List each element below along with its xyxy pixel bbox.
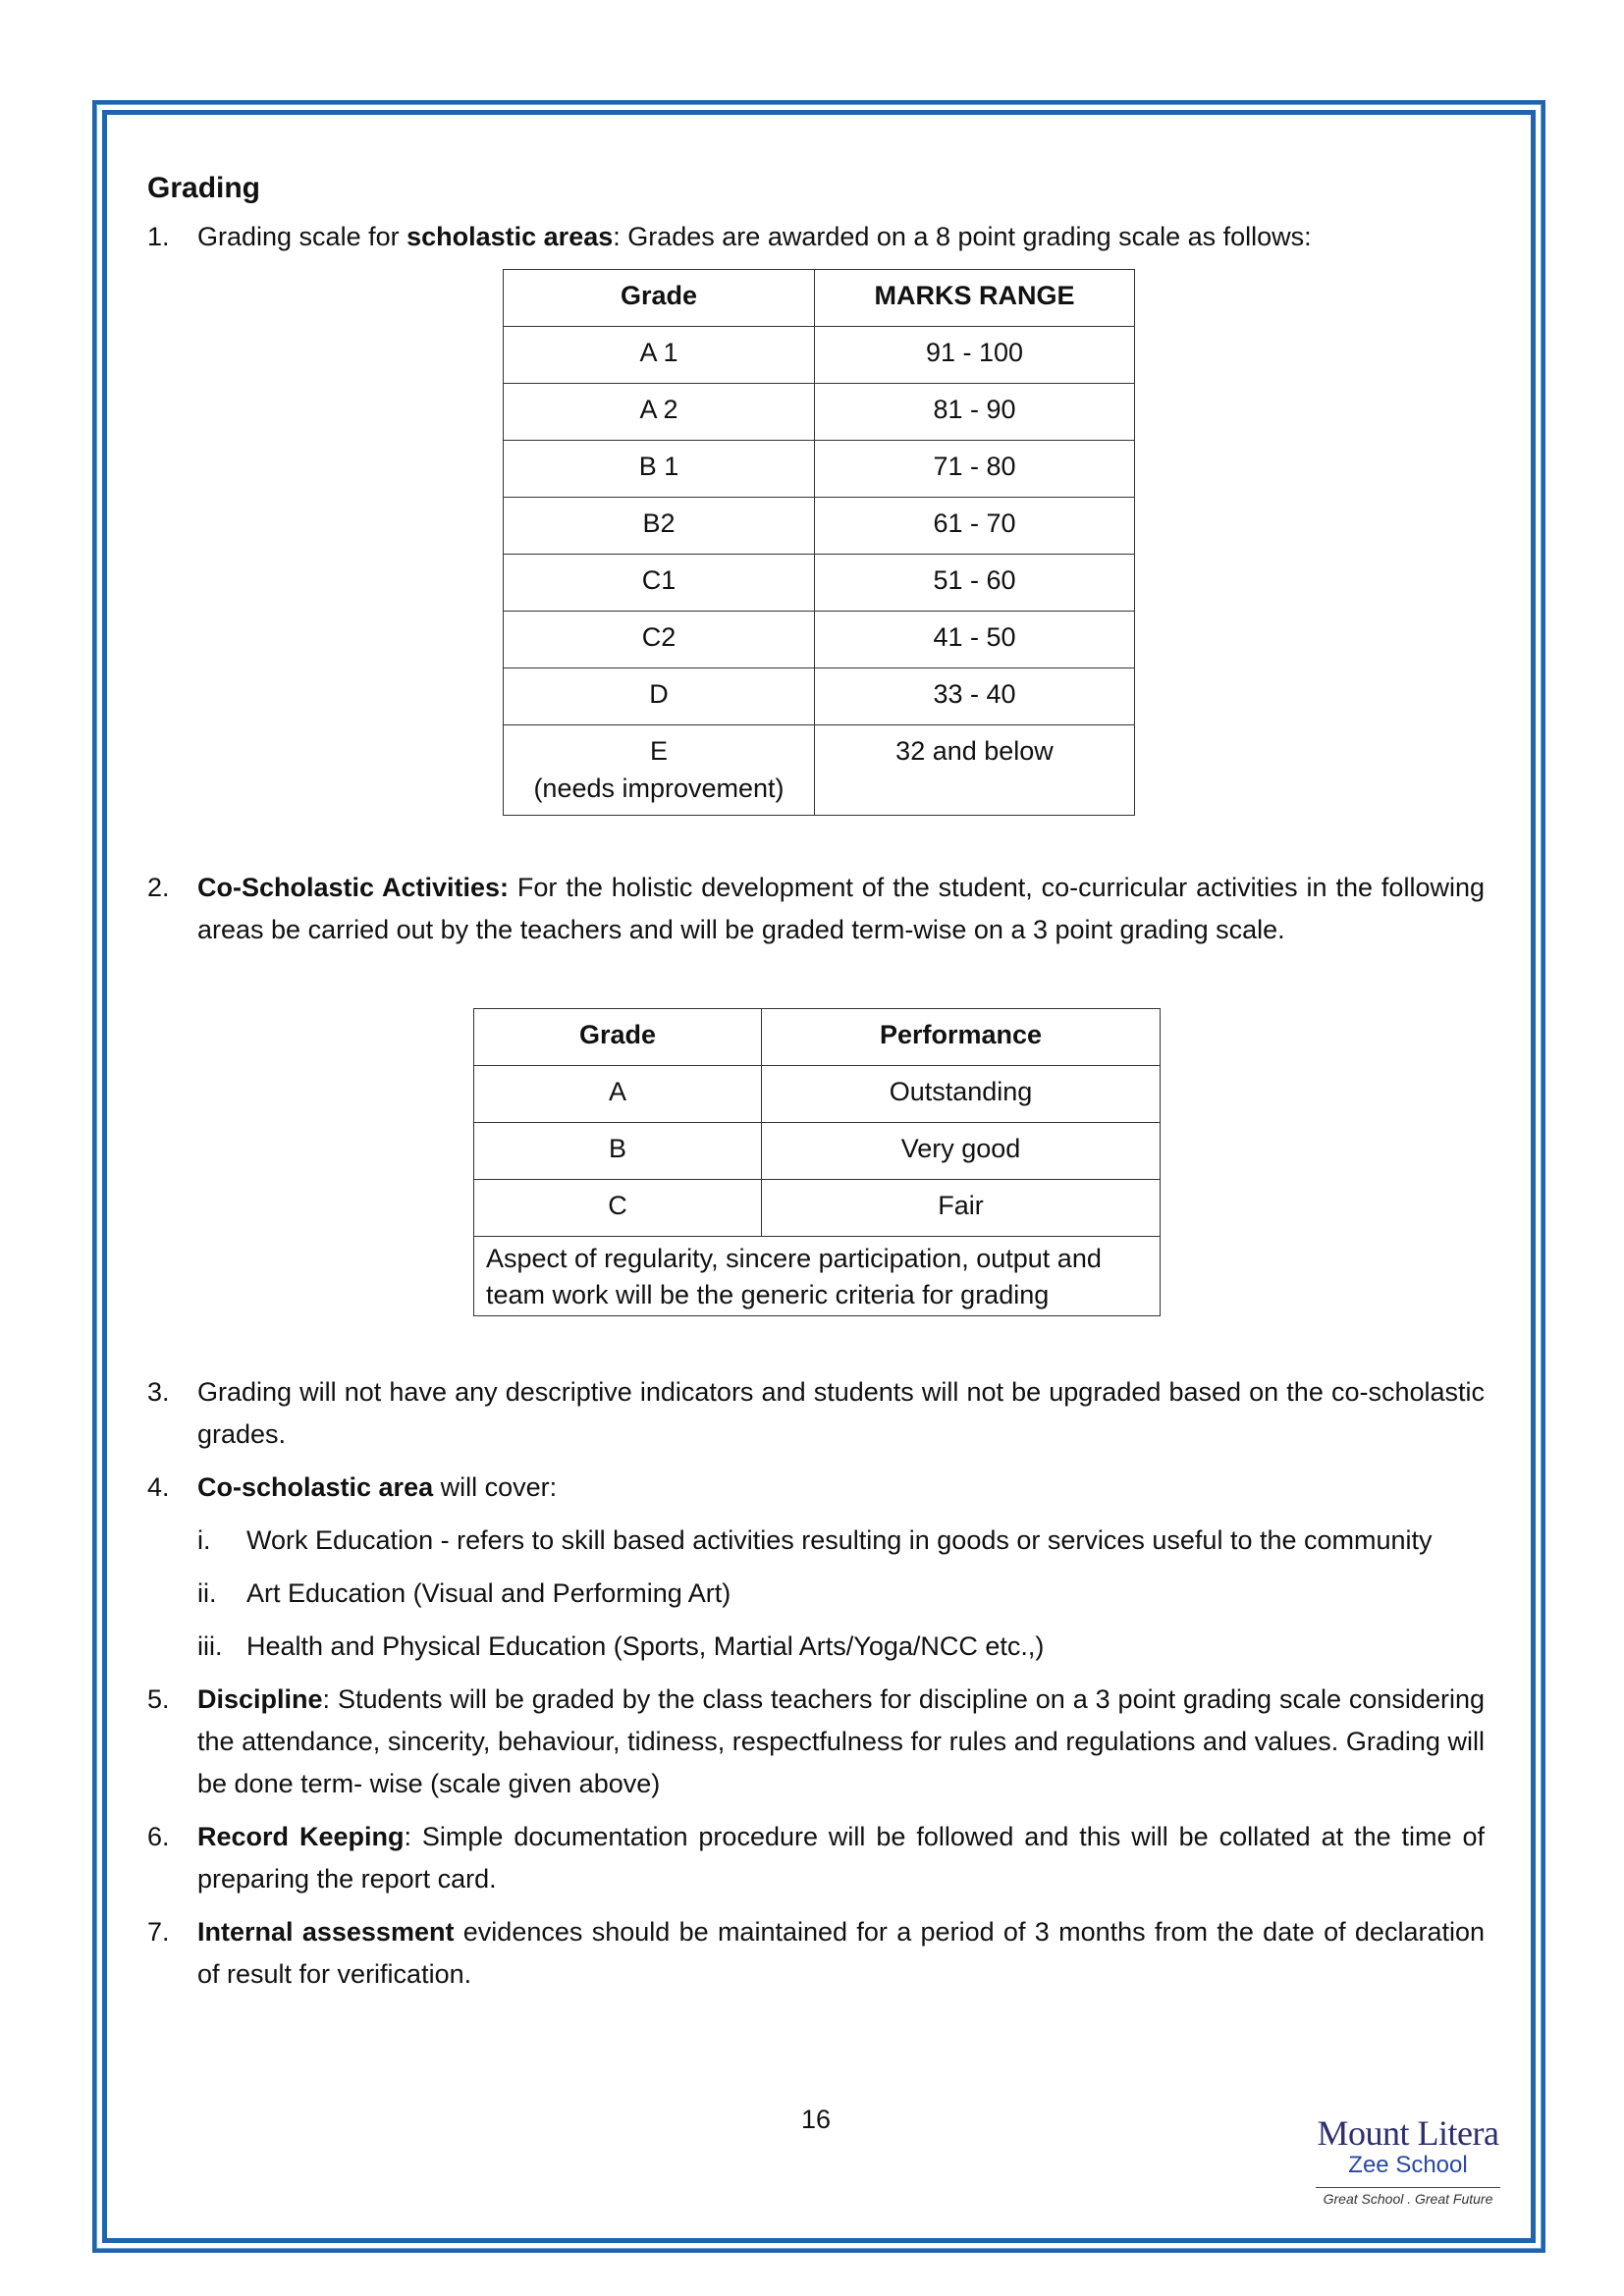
grade-cell: B bbox=[474, 1123, 762, 1180]
sub-text: Health and Physical Education (Sports, Martial Arts/Yoga/NCC etc.,) bbox=[246, 1631, 1045, 1661]
section-heading: Grading bbox=[147, 172, 261, 204]
logo-subtitle: Zee School bbox=[1348, 2152, 1468, 2178]
school-logo bbox=[1312, 2114, 1504, 2208]
page-number: 16 bbox=[801, 2105, 832, 2134]
grade-cell: C bbox=[474, 1180, 762, 1237]
table-row bbox=[474, 1066, 1161, 1123]
list-number: 4. bbox=[147, 1472, 170, 1502]
sub-number: ii. bbox=[197, 1578, 217, 1608]
list-number: 1. bbox=[147, 222, 170, 251]
item-bold: Co-scholastic area bbox=[197, 1472, 434, 1502]
performance-cell: Fair bbox=[762, 1180, 1161, 1237]
item-text: Grading scale for bbox=[197, 222, 407, 251]
item-bold: scholastic areas bbox=[406, 222, 614, 251]
criteria-note: Aspect of regularity, sincere participation, output and team work will be the generic criteria for grading bbox=[474, 1237, 1161, 1316]
marks-cell: 33 - 40 bbox=[815, 668, 1135, 725]
table-row bbox=[504, 612, 1135, 668]
grade-cell bbox=[504, 725, 815, 816]
list-item-4 bbox=[147, 1467, 1485, 1509]
table-row bbox=[504, 668, 1135, 725]
grade-cell: A 1 bbox=[504, 327, 815, 384]
grade-cell: A bbox=[474, 1066, 762, 1123]
table-row bbox=[504, 441, 1135, 498]
list-item-3 bbox=[147, 1371, 1485, 1456]
column-header-marks-range: MARKS RANGE bbox=[815, 270, 1135, 327]
marks-cell: 81 - 90 bbox=[815, 384, 1135, 441]
item-text: evidences should be maintained for a period of 3 months from the date of declaration of result for verification. bbox=[197, 1917, 1485, 1989]
list-item-5 bbox=[147, 1679, 1485, 1805]
list-number: 7. bbox=[147, 1917, 170, 1947]
column-header-grade: Grade bbox=[474, 1009, 762, 1066]
table-header-row bbox=[474, 1009, 1161, 1066]
grade-cell: A 2 bbox=[504, 384, 815, 441]
list-number: 3. bbox=[147, 1377, 170, 1407]
grade-cell: D bbox=[504, 668, 815, 725]
list-number: 2. bbox=[147, 873, 170, 902]
scholastic-grading-table bbox=[503, 269, 1135, 816]
list-item-1 bbox=[147, 216, 1485, 258]
grade-cell: C1 bbox=[504, 555, 815, 612]
table-row bbox=[504, 725, 1135, 816]
list-item-2 bbox=[147, 867, 1485, 951]
sub-number: iii. bbox=[197, 1631, 223, 1661]
sub-number: i. bbox=[197, 1525, 211, 1555]
table-row bbox=[504, 327, 1135, 384]
grade-note: (needs improvement) bbox=[533, 774, 785, 803]
list-item-6 bbox=[147, 1816, 1485, 1900]
column-header-grade: Grade bbox=[504, 270, 815, 327]
grade-label: E bbox=[649, 736, 668, 766]
item-text: : Simple documentation procedure will be followed and this will be collated at the time of preparing the report card. bbox=[197, 1822, 1485, 1894]
marks-cell: 71 - 80 bbox=[815, 441, 1135, 498]
table-row bbox=[474, 1180, 1161, 1237]
sub-item-ii bbox=[147, 1573, 1485, 1615]
marks-cell: 51 - 60 bbox=[815, 555, 1135, 612]
logo-tagline: Great School . Great Future bbox=[1323, 2191, 1493, 2207]
page-content bbox=[147, 167, 1485, 2006]
table-note-row bbox=[474, 1237, 1161, 1316]
marks-cell: 91 - 100 bbox=[815, 327, 1135, 384]
co-scholastic-grading-table bbox=[473, 1008, 1161, 1316]
table-row bbox=[504, 555, 1135, 612]
item-bold: Internal assessment bbox=[197, 1917, 455, 1947]
sub-item-iii bbox=[147, 1626, 1485, 1668]
grade-cell: B 1 bbox=[504, 441, 815, 498]
table-row bbox=[504, 384, 1135, 441]
performance-cell: Outstanding bbox=[762, 1066, 1161, 1123]
table-header-row bbox=[504, 270, 1135, 327]
marks-cell: 41 - 50 bbox=[815, 612, 1135, 668]
item-text: : Students will be graded by the class teachers for discipline on a 3 point grading scale considering the attendance, sincerity, behaviour, tidiness, respectfulness for rules and regulations and values. Grading will be done term- wise (scale given above) bbox=[197, 1684, 1485, 1798]
marks-cell: 61 - 70 bbox=[815, 498, 1135, 555]
table-row bbox=[474, 1123, 1161, 1180]
grade-cell: C2 bbox=[504, 612, 815, 668]
column-header-performance: Performance bbox=[762, 1009, 1161, 1066]
list-number: 5. bbox=[147, 1684, 170, 1714]
list-number: 6. bbox=[147, 1822, 170, 1851]
list-item-7 bbox=[147, 1911, 1485, 1996]
performance-cell: Very good bbox=[762, 1123, 1161, 1180]
sub-text: Work Education - refers to skill based activities resulting in goods or services useful to the community bbox=[246, 1525, 1433, 1555]
logo-title: Mount Litera bbox=[1317, 2113, 1499, 2153]
logo-divider bbox=[1316, 2187, 1500, 2188]
table-row bbox=[504, 498, 1135, 555]
item-text: : Grades are awarded on a 8 point grading scale as follows: bbox=[613, 222, 1312, 251]
item-text: Grading will not have any descriptive indicators and students will not be upgraded based on the co-scholastic grades. bbox=[197, 1377, 1485, 1449]
sub-item-i bbox=[147, 1520, 1485, 1562]
grade-cell: B2 bbox=[504, 498, 815, 555]
sub-text: Art Education (Visual and Performing Art) bbox=[246, 1578, 731, 1608]
item-text: For the holistic development of the student, co-curricular activities in the following areas be carried out by the teachers and will be graded term-wise on a 3 point grading scale. bbox=[197, 873, 1485, 944]
item-bold: Co-Scholastic Activities: bbox=[197, 873, 509, 902]
item-bold: Record Keeping bbox=[197, 1822, 405, 1851]
item-bold: Discipline bbox=[197, 1684, 323, 1714]
marks-cell: 32 and below bbox=[815, 725, 1135, 816]
item-text: will cover: bbox=[433, 1472, 558, 1502]
